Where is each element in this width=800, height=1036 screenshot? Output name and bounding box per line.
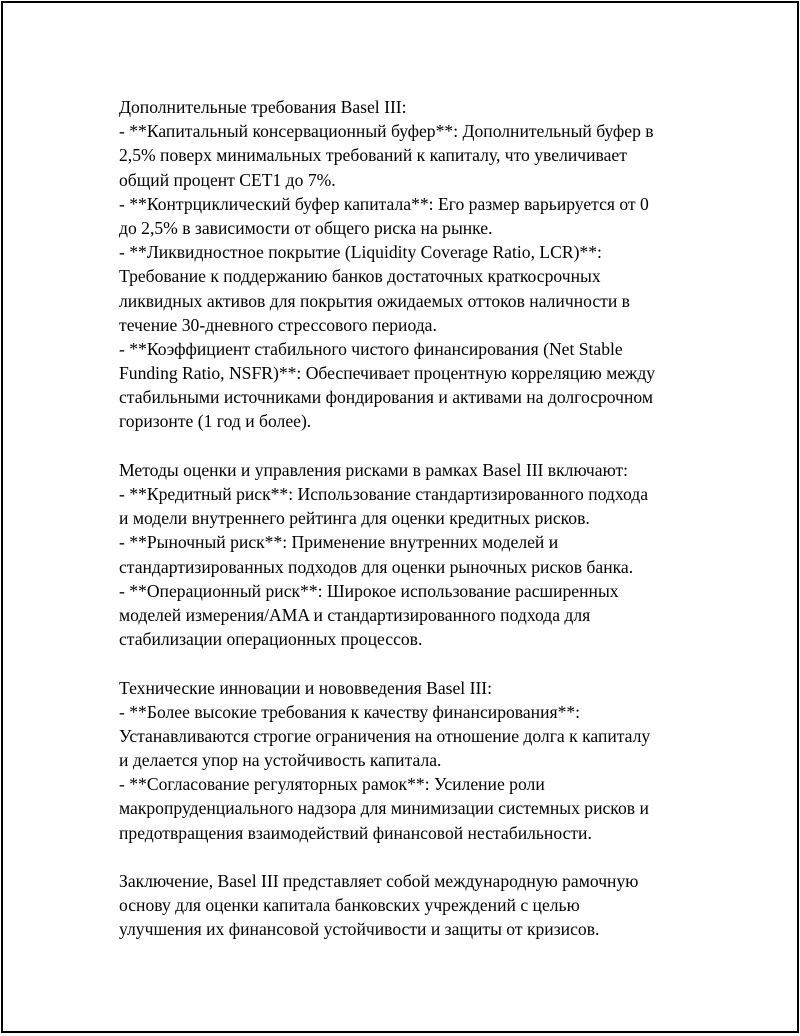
- text-line: - **Кредитный риск**: Использование стандартизированного подхода: [119, 484, 649, 504]
- text-line: горизонте (1 год и более).: [119, 411, 312, 432]
- text-line: - **Операционный риск**: Широкое использование расширенных: [119, 580, 619, 601]
- text-line: Funding Ratio, NSFR)**: Обеспечивает процентную корреляцию между: [119, 363, 656, 384]
- paragraph-gap: [119, 434, 699, 458]
- text-line: стандартизированных подходов для оценки рыночных рисков банка.: [119, 556, 634, 577]
- text-line: - **Капитальный консервационный буфер**: Дополнительный буфер в: [119, 121, 654, 142]
- text-line: - **Более высокие требования к качеству финансирования**:: [119, 701, 581, 722]
- text-line: Устанавливаются строгие ограничения на отношение долга к капиталу: [119, 725, 651, 746]
- text-line: ликвидных активов для покрытия ожидаемых оттоков наличности в: [119, 290, 630, 311]
- text-line: Требование к поддержанию банков достаточных краткосрочных: [119, 266, 601, 287]
- document-page: [1, 1, 799, 1033]
- text-line: и модели внутреннего рейтинга для оценки кредитных рисков.: [119, 508, 590, 529]
- text-line: - **Согласование регуляторных рамок**: Усиление роли: [119, 774, 545, 795]
- text-line: - **Ликвидностное покрытие (Liquidity Coverage Ratio, LCR)**:: [119, 242, 602, 263]
- text-line: 2,5% поверх минимальных требований к капиталу, что увеличивает: [119, 145, 627, 166]
- text-line: - **Коэффициент стабильного чистого финансирования (Net Stable: [119, 338, 623, 359]
- section-heading-innovations: Технические инновации и нововведения Basel III:: [119, 677, 493, 698]
- conclusion-line: улучшения их финансовой устойчивости и защиты от кризисов.: [119, 919, 600, 940]
- conclusion-line: основу для оценки капитала банковских учреждений с целью: [119, 895, 580, 916]
- text-line: и делается упор на устойчивость капитала.: [119, 750, 442, 771]
- paragraph-gap: [119, 651, 699, 675]
- conclusion-line: Заключение, Basel III представляет собой международную рамочную: [119, 871, 639, 891]
- paragraph-gap: [119, 845, 699, 869]
- text-line: - **Рыночный риск**: Применение внутренних моделей и: [119, 532, 559, 553]
- text-line: стабильными источниками фондирования и активами на долгосрочном: [119, 387, 654, 408]
- text-line: до 2,5% в зависимости от общего риска на рынке.: [119, 217, 493, 238]
- text-line: - **Контрциклический буфер капитала**: Его размер варьируется от 0: [119, 193, 649, 214]
- text-line: предотвращения взаимодействий финансовой нестабильности.: [119, 822, 592, 843]
- text-line: течение 30-дневного стрессового периода.: [119, 314, 437, 335]
- document-body: [119, 95, 699, 942]
- section-heading-additional-requirements: Дополнительные требования Basel III:: [119, 97, 407, 117]
- text-line: общий процент CET1 до 7%.: [119, 169, 336, 190]
- text-line: стабилизации операционных процессов.: [119, 629, 423, 650]
- text-line: макропруденциального надзора для минимизации системных рисков и: [119, 798, 649, 819]
- section-heading-risk-methods: Методы оценки и управления рисками в рамках Basel III включают:: [119, 459, 629, 480]
- text-line: моделей измерения/AMA и стандартизированного подхода для: [119, 604, 591, 625]
